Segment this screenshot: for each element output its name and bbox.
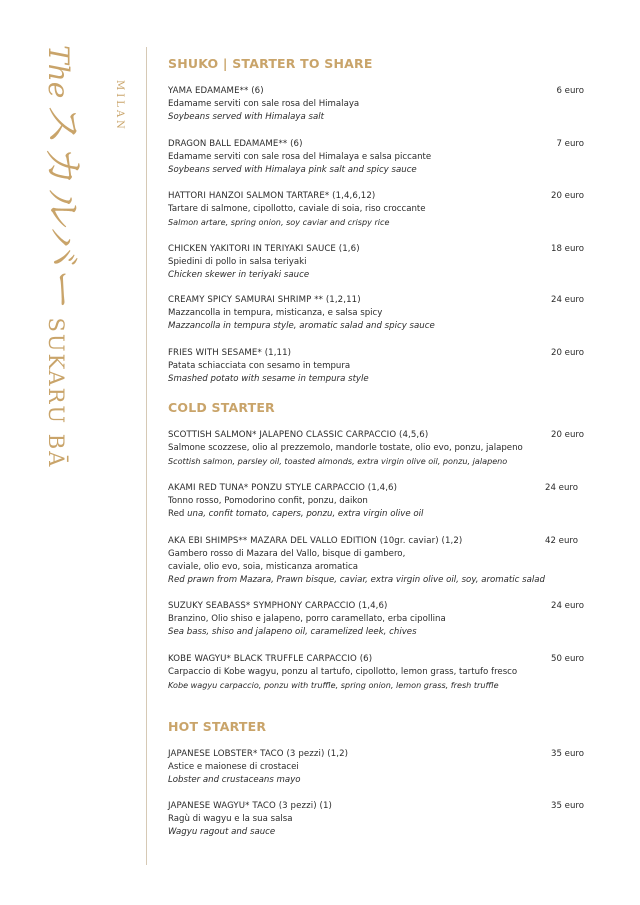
item-description-it: Tartare di salmone, cipollotto, caviale di soia, riso croccante bbox=[168, 204, 426, 214]
item-description-it: Edamame serviti con sale rosa del Himalaya e salsa piccante bbox=[168, 152, 432, 162]
item-description-it: Salmone scozzese, olio al prezzemolo, mandorle tostate, olio evo, ponzu, jalapeno bbox=[168, 443, 523, 453]
brand-the: The bbox=[42, 45, 75, 99]
item-price: 50 euro bbox=[550, 654, 584, 664]
item-description-it-continued: caviale, olio evo, soia, misticanza aromatica bbox=[168, 562, 359, 572]
menu-item bbox=[168, 347, 584, 386]
item-description-it: Carpaccio di Kobe wagyu, ponzu al tartufo, cipollotto, lemon grass, tartufo fresco bbox=[168, 667, 518, 677]
menu-item bbox=[168, 429, 584, 468]
item-description-it: Patata schiacciata con sesamo in tempura bbox=[168, 361, 351, 371]
item-name: AKAMI RED TUNA* PONZU STYLE CARPACCIO (1,4,6) bbox=[168, 483, 398, 493]
item-description-it: Tonno rosso, Pomodorino confit, ponzu, daikon bbox=[168, 496, 368, 506]
item-description-it: Ragù di wagyu e la sua salsa bbox=[168, 814, 293, 824]
item-price: 7 euro bbox=[556, 139, 584, 149]
item-name: SUZUKY SEABASS* SYMPHONY CARPACCIO (1,4,6) bbox=[168, 601, 388, 611]
item-price: 24 euro bbox=[544, 483, 578, 493]
item-description-en: Red prawn from Mazara, Prawn bisque, caviar, extra virgin olive oil, soy, aromatic salad bbox=[168, 575, 545, 585]
item-description-en: Smashed potato with sesame in tempura style bbox=[168, 374, 369, 384]
item-description-it: Branzino, Olio shiso e jalapeno, porro caramellato, erba cipollina bbox=[168, 614, 446, 624]
item-price: 35 euro bbox=[550, 801, 584, 811]
item-description-en-prefix: Red bbox=[168, 509, 188, 519]
item-description-en: Salmon artare, spring onion, soy caviar and crispy rice bbox=[168, 217, 390, 227]
menu-item bbox=[168, 294, 584, 333]
item-description-en: Mazzancolla in tempura style, aromatic salad and spicy sauce bbox=[168, 321, 435, 331]
item-price: 42 euro bbox=[544, 536, 578, 546]
menu-item bbox=[168, 243, 584, 282]
brand-logo bbox=[0, 0, 146, 905]
item-name: YAMA EDAMAME** (6) bbox=[168, 86, 264, 96]
brand-wordmark bbox=[37, 45, 94, 468]
item-name: SCOTTISH SALMON* JALAPENO CLASSIC CARPACCIO (4,5,6) bbox=[168, 430, 429, 440]
menu-item bbox=[168, 190, 584, 229]
item-price: 20 euro bbox=[550, 191, 584, 201]
menu-item bbox=[168, 535, 584, 587]
menu-item bbox=[168, 748, 584, 787]
item-description-it: Gambero rosso di Mazara del Vallo, bisque di gambero, bbox=[168, 549, 406, 559]
divider-line bbox=[146, 47, 147, 865]
brand-japanese: スカルバー bbox=[39, 104, 85, 312]
item-description-it: Edamame serviti con sale rosa del Himalaya bbox=[168, 99, 360, 109]
item-description-en bbox=[168, 508, 584, 521]
item-price: 18 euro bbox=[550, 244, 584, 254]
brand-city: MILAN bbox=[114, 80, 125, 132]
item-name: KOBE WAGYU* BLACK TRUFFLE CARPACCIO (6) bbox=[168, 654, 373, 664]
menu-item bbox=[168, 482, 584, 521]
item-name: JAPANESE WAGYU* TACO (3 pezzi) (1) bbox=[168, 801, 332, 811]
brand-name: SUKARU BĀ bbox=[44, 317, 68, 469]
item-description-en: Lobster and crustaceans mayo bbox=[168, 775, 301, 785]
item-description-en: Wagyu ragout and sauce bbox=[168, 827, 276, 837]
item-description-en: Soybeans served with Himalaya salt bbox=[168, 112, 325, 122]
menu-item bbox=[168, 85, 584, 124]
item-name: CHICKEN YAKITORI IN TERIYAKI SAUCE (1,6) bbox=[168, 244, 360, 254]
section-title-hot-starter: HOT STARTER bbox=[168, 719, 267, 734]
menu-item bbox=[168, 138, 584, 177]
item-name: CREAMY SPICY SAMURAI SHRIMP ** (1,2,11) bbox=[168, 295, 361, 305]
item-name: JAPANESE LOBSTER* TACO (3 pezzi) (1,2) bbox=[168, 749, 349, 759]
item-name: HATTORI HANZOI SALMON TARTARE* (1,4,6,12) bbox=[168, 191, 376, 201]
section-title-starter-to-share: SHUKO | STARTER TO SHARE bbox=[168, 56, 373, 71]
item-name: FRIES WITH SESAME* (1,11) bbox=[168, 348, 292, 358]
item-description-en: Scottish salmon, parsley oil, toasted almonds, extra virgin olive oil, ponzu, jalapeno bbox=[168, 456, 508, 466]
item-description-en: Chicken skewer in teriyaki sauce bbox=[168, 270, 310, 280]
item-description-it: Mazzancolla in tempura, misticanza, e salsa spicy bbox=[168, 308, 383, 318]
item-price: 6 euro bbox=[556, 86, 584, 96]
item-description-it: Astice e maionese di crostacei bbox=[168, 762, 299, 772]
item-price: 35 euro bbox=[550, 749, 584, 759]
item-description-en: Sea bass, shiso and jalapeno oil, caramelized leek, chives bbox=[168, 627, 417, 637]
menu-item bbox=[168, 800, 584, 839]
item-description-en-rest: una, confit tomato, capers, ponzu, extra virgin olive oil bbox=[187, 509, 424, 519]
item-name: AKA EBI SHIMPS** MAZARA DEL VALLO EDITION (10gr. caviar) (1,2) bbox=[168, 536, 463, 546]
item-name: DRAGON BALL EDAMAME** (6) bbox=[168, 139, 303, 149]
item-description-it: Spiedini di pollo in salsa teriyaki bbox=[168, 257, 307, 267]
menu-item bbox=[168, 653, 584, 692]
item-description-en: Soybeans served with Himalaya pink salt and spicy sauce bbox=[168, 165, 417, 175]
item-price: 24 euro bbox=[550, 601, 584, 611]
item-price: 20 euro bbox=[550, 430, 584, 440]
item-price: 24 euro bbox=[550, 295, 584, 305]
section-title-cold-starter: COLD STARTER bbox=[168, 400, 275, 415]
item-description-en: Kobe wagyu carpaccio, ponzu with truffle, spring onion, lemon grass, fresh truffle bbox=[168, 680, 499, 690]
menu-item bbox=[168, 600, 584, 639]
item-price: 20 euro bbox=[550, 348, 584, 358]
